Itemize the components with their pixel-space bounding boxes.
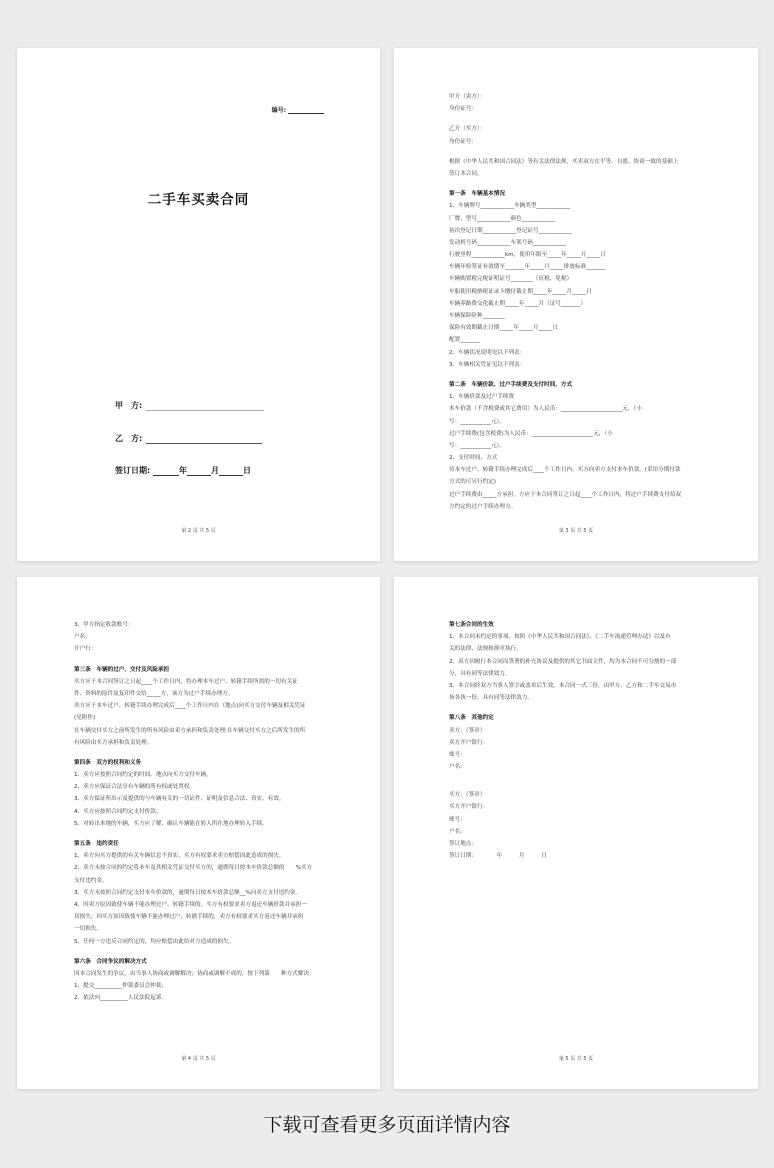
text-line: 4、买方应按照合同约定支付价款。: [74, 808, 162, 815]
text-line: 3、甲方指定收款账号：: [74, 622, 134, 628]
section-heading: 第一条 车辆基本情况: [449, 191, 505, 198]
spacer: [74, 749, 336, 757]
section-heading: 第六条 合同争议的解决方式: [74, 958, 147, 965]
spacer: [74, 830, 336, 838]
text-line: 分，具有同等法律效力。: [449, 670, 511, 677]
text-line: 卖方应于本车过户、转籍手续办理完成后____个工作日内在（地点)向买方交付车辆及相关凭证: [74, 703, 306, 710]
serial-number-blank: [288, 113, 324, 114]
text-line: 根据《中华人民共和国合同法》等有关法律法规，买卖双方在平等、自愿、协商一致的基础上: [449, 158, 679, 165]
party-b-line: [115, 433, 262, 444]
spacer: [449, 704, 719, 712]
text-line: 买方开户银行：: [449, 804, 489, 811]
text-line: 切损失；因买方原因致使车辆不能办理过户、转籍手续的，卖方有权要求买方返还车辆并承担: [74, 914, 304, 921]
text-line: 过户手续费由_____方承担。方应于本合同签订之日起____个工作日内，将过户手续费支付给双: [449, 491, 682, 498]
text-line: 方式的可另行约定): [449, 479, 496, 486]
text-line: 场各执一份，具有同等法律效力。: [449, 695, 533, 702]
contract-page-cover: [17, 48, 380, 561]
text-line: 3、卖方保证所出示及提供的与车辆有关的一切证件、证明及信息合法、真实、有效。: [74, 796, 285, 803]
text-line: (见附件): [74, 715, 96, 722]
text-line: 关的法律、法规和规章执行。: [449, 646, 522, 653]
contract-page-4: [394, 577, 758, 1089]
party-b-label: 乙 方:: [115, 434, 143, 443]
year-blank: [153, 466, 179, 476]
page-2-body: [449, 91, 719, 513]
spacer: [449, 148, 719, 156]
text-line: 待本车过户、转籍手续办理完成后____个工作日内，买方向卖方支付本车价款。(采用分期付款: [449, 467, 681, 474]
text-line: 一切损失。: [74, 926, 102, 933]
text-line: 在车辆交付买方之前所发生的所有风险由卖方承担和负责处理;在车辆交付买方之后所发生的所: [74, 727, 306, 734]
text-line: 有风险由买方承担和负责处理。: [74, 739, 153, 746]
text-line: 2、支付时间、方式: [449, 455, 498, 462]
contract-page-2: [394, 48, 758, 561]
section-heading: 第五条 违约责任: [74, 841, 119, 847]
text-line: 配置_______: [449, 337, 480, 344]
text-line: 2、卖方未按合同的约定将本车及其相关凭证交付买方的，逾期每日按本车价款总额的 %买方: [74, 865, 313, 872]
text-line: 户名：: [449, 828, 466, 835]
text-line: 车辆保险险种________: [449, 313, 505, 319]
text-line: 厂牌、型号____________颜色____________: [449, 215, 556, 222]
serial-number: [272, 105, 324, 114]
text-line: 身份证号：: [449, 106, 477, 113]
text-line: 开户行：: [74, 646, 97, 653]
text-line: 4、因卖方原因致使车辆不能办理过户、转籍手续的，买方有权要求卖方返还车辆价款并承担一: [74, 901, 307, 908]
text-line: 1、车辆价款及过户手续费: [449, 394, 515, 401]
text-line: 5、对转出本地的车辆，买方应了解、确认车辆能在转入所在地办理转入手续。: [74, 820, 268, 827]
text-line: 1、卖方应按照合同约定的时间、地点向买方交付车辆。: [74, 772, 212, 779]
text-line: 1、卖方向买方提供的有关车辆信息不真实，买方有权要求卖方赔偿因此造成的损失。: [74, 853, 285, 860]
text-line: 2、卖方应保证合法享有车辆的所有权或处置权。: [74, 784, 196, 791]
day-blank: [219, 466, 243, 476]
text-line: 件、资料的原件及复印件交给_____方，该方为过户手续办理方。: [74, 690, 234, 697]
text-line: 方约定的过户手续办理方。: [449, 503, 517, 510]
text-line: 写：___________元）。: [449, 418, 505, 425]
text-line: 3、本合同经双方当事人签字或盖章后生效。本合同一式三份，由甲方、乙方和二手车交易市: [449, 682, 677, 689]
text-line: 身份证号：: [449, 138, 477, 145]
text-line: 3、车辆相关凭证见以下列表：: [449, 361, 526, 368]
text-line: 账号：: [449, 751, 466, 758]
party-b-blank: [146, 443, 262, 444]
spacer: [449, 371, 719, 379]
text-line: 签订地点：: [449, 841, 477, 847]
text-line: 初次登记日期____________登记证号____________: [449, 227, 573, 234]
section-heading: 第四条 双方的权利和义务: [74, 759, 142, 766]
spacer: [74, 656, 336, 664]
year-label: 年: [179, 466, 187, 475]
month-blank: [187, 466, 211, 476]
section-heading: 第二条 车辆价款、过户手续费及支付时间、方式: [449, 381, 573, 388]
spacer: [449, 180, 719, 188]
text-line: 2、双方因履行本合同而签署的补充协议及提供的其它书面文件，均为本合同不可分割的一部: [449, 658, 677, 665]
text-line: 买方：（签章）: [449, 792, 486, 799]
text-line: 签订日期： 年 月 日: [449, 853, 547, 860]
text-line: 卖方：（签章）: [449, 727, 486, 734]
text-line: 甲方（卖方）：: [449, 94, 486, 100]
text-line: 写：___________元）。: [449, 442, 505, 449]
month-label: 月: [211, 466, 219, 475]
page-number: 第 5 页 共 5 页: [558, 1056, 594, 1062]
download-more-caption: 下载可查看更多页面详情内容: [263, 1114, 511, 1136]
text-line: 5、任何一方违反合同约定的，均应赔偿由此给对方造成的损失。: [74, 938, 235, 945]
section-heading: 第三条 车辆的过户、交付及风险承担: [74, 666, 170, 673]
text-line: 3、买方未按照合同约定支付本车价款的，逾期每日按本车价款总额__%向卖方支付违约金。: [74, 889, 302, 896]
text-line: 过户手续费(包含税费)为人民币：______________________元，（小: [449, 430, 613, 437]
page-number: 第 2 页 共 5 页: [181, 528, 216, 534]
text-line: 签订本合同。: [449, 170, 483, 177]
text-line: 车辆养路费交化截止期_____年_____月（证号_______）: [449, 300, 587, 307]
text-line: 本车价款（不含税费或其它费用）为人民币：______________________元，（小: [449, 406, 642, 413]
text-line: 乙方（买方）：: [449, 126, 486, 133]
text-line: 保险有效期截止日期_____年_____月_____日: [449, 325, 559, 332]
party-a-line: [115, 400, 264, 411]
spacer: [449, 773, 719, 781]
page-number: 第 4 页 共 5 页: [181, 1056, 216, 1062]
text-line: 2、依法向__________人民法院起诉。: [74, 995, 168, 1002]
spacer: [449, 781, 719, 789]
text-line: 账号：: [449, 816, 466, 823]
section-heading: 第七条合同的生效: [449, 622, 494, 628]
text-line: 车船使用税纳税证录卡缴付截止期_____年_____月_____日: [449, 288, 592, 295]
text-line: 因本合同发生的争议，由当事人协商或调解解决；协商或调解不成的，按下列第 种方式解决：: [74, 970, 315, 977]
party-a-label: 甲 方:: [115, 401, 143, 410]
section-heading: 第八条 其他约定: [449, 715, 494, 722]
text-line: 行驶里程____________km，使用年限至_____年_____月_____日: [449, 252, 606, 259]
page-4-body: [449, 619, 719, 862]
page-3-body: [74, 619, 336, 1004]
text-line: 买方应于本合同签订之日起____个工作日内，将办理本车过户、转籍手续所需的一切有关证: [74, 678, 298, 685]
sign-date-line: [115, 465, 251, 476]
document-title: 二手车买卖合同: [147, 192, 250, 208]
text-line: 车辆购置税完税证明证号________（征税、免税）: [449, 276, 573, 283]
text-line: 发动机号码____________车架号码____________: [449, 239, 567, 246]
day-label: 日: [243, 466, 251, 475]
serial-number-label: 编号:: [271, 107, 286, 114]
text-line: 2、车辆状况说明见以下列表：: [449, 349, 526, 356]
text-line: 户名：: [449, 764, 466, 771]
text-line: 1、提交__________仲裁委员会仲裁；: [74, 983, 168, 990]
text-line: 车辆年检签证有效期至_______年_____月_____排放标准_______: [449, 264, 606, 271]
contract-page-3: [17, 577, 380, 1089]
party-a-blank: [146, 410, 264, 411]
text-line: 1、车辆牌号____________车辆类型____________: [449, 203, 571, 210]
spacer: [74, 948, 336, 956]
text-line: 1、本合同未约定的事项，按照《中华人民共和国合同法》、《二手车流通管理办法》以及有: [449, 634, 671, 641]
text-line: 户名：: [74, 634, 91, 641]
text-line: 卖方开户银行：: [449, 739, 489, 746]
sign-date-label: 签订日期:: [115, 466, 151, 475]
page-number: 第 3 页 共 5 页: [558, 528, 594, 534]
text-line: 支付违约金。: [74, 877, 108, 884]
spacer: [449, 115, 719, 123]
